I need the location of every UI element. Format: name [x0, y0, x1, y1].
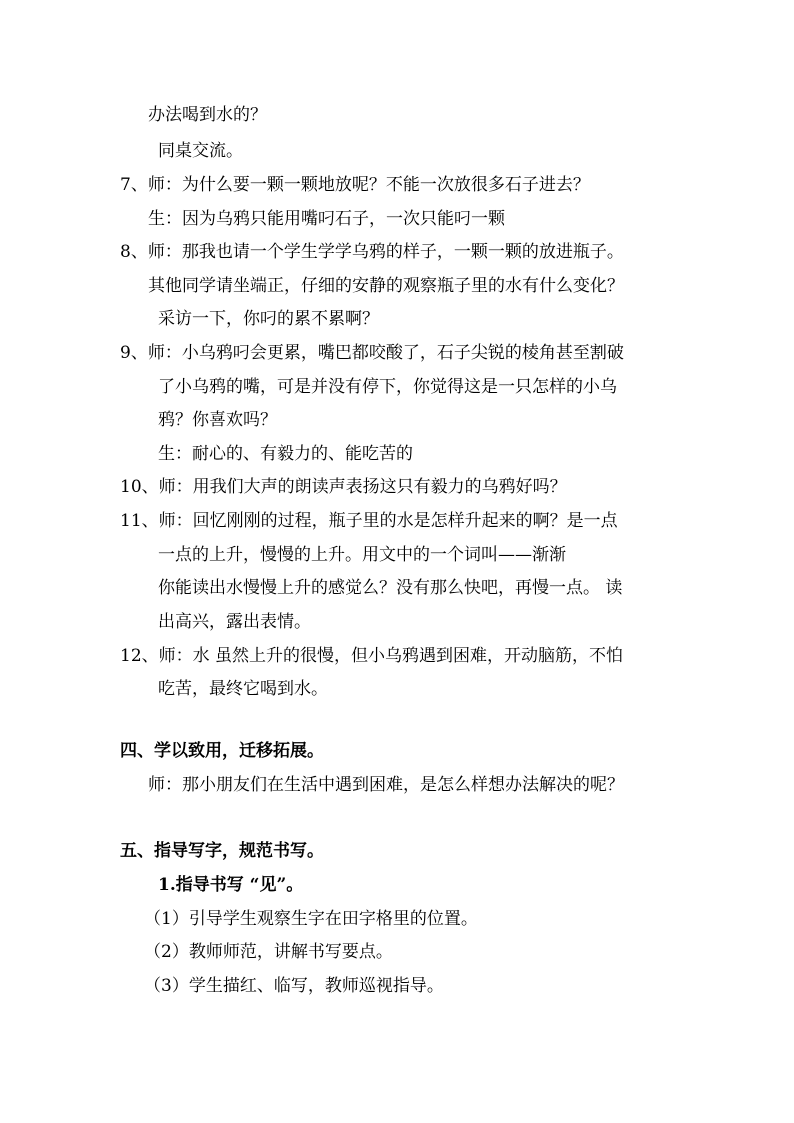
text-line: 12、师：水 虽然上升的很慢，但小乌鸦遇到困难，开动脑筋，不怕 — [120, 646, 624, 666]
text-line: 办法喝到水的？ — [148, 105, 267, 125]
subheading: 1.指导书写 “见”。 — [158, 875, 304, 895]
text-line: 7、师：为什么要一颗一颗地放呢？不能一次放很多石子进去？ — [120, 175, 590, 195]
text-line: 你能读出水慢慢上升的感觉么？没有那么快吧，再慢一点。 读 — [158, 578, 623, 598]
text-line: （2）教师师范，讲解书写要点。 — [144, 942, 393, 962]
text-line: 同桌交流。 — [158, 141, 243, 161]
text-line: （3）学生描红、临写，教师巡视指导。 — [144, 976, 444, 996]
text-line: 一点的上升，慢慢的上升。用文中的一个词叫——渐渐 — [158, 545, 566, 565]
text-line: 8、师：那我也请一个学生学学乌鸦的样子，一颗一颗的放进瓶子。 — [120, 242, 624, 262]
text-line: 生：因为乌鸦只能用嘴叼石子，一次只能叼一颗 — [148, 209, 505, 229]
text-line: 9、师：小乌鸦叼会更累，嘴巴都咬酸了，石子尖锐的棱角甚至割破 — [120, 343, 624, 363]
text-line: （1）引导学生观察生字在田字格里的位置。 — [144, 909, 478, 929]
section-heading: 五、指导写字，规范书写。 — [120, 841, 324, 861]
text-line: 生：耐心的、有毅力的、能吃苦的 — [158, 444, 413, 464]
text-line: 10、师：用我们大声的朗读声表扬这只有毅力的乌鸦好吗？ — [120, 477, 567, 497]
text-line: 其他同学请坐端正，仔细的安静的观察瓶子里的水有什么变化？ — [148, 276, 624, 296]
text-line: 了小乌鸦的嘴，可是并没有停下，你觉得这是一只怎样的小乌 — [158, 377, 617, 397]
text-line: 鸦？你喜欢吗？ — [158, 410, 277, 430]
text-line: 出高兴，露出表情。 — [158, 612, 311, 632]
text-line: 11、师：回忆刚刚的过程，瓶子里的水是怎样升起来的啊？是一点 — [120, 511, 618, 531]
text-line: 师：那小朋友们在生活中遇到困难，是怎么样想办法解决的呢？ — [148, 775, 624, 795]
text-line: 采访一下，你叼的累不累啊？ — [158, 309, 379, 329]
section-heading: 四、学以致用，迁移拓展。 — [120, 741, 324, 761]
text-line: 吃苦，最终它喝到水。 — [158, 679, 328, 699]
